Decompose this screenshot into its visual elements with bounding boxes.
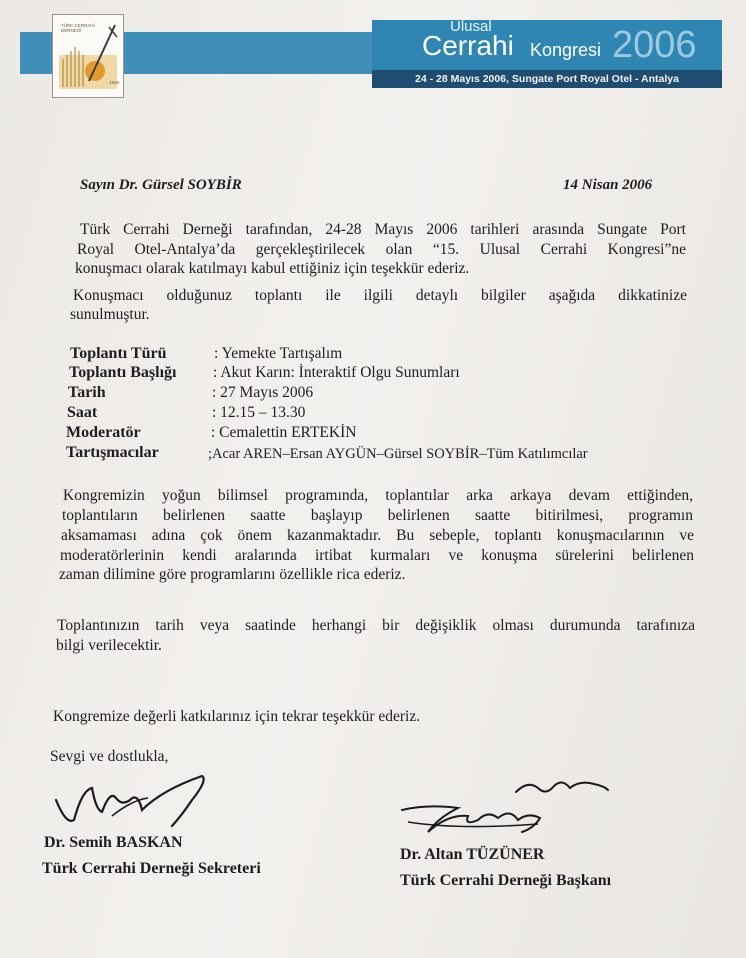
thanks-line: Kongremize değerli katkılarınız için tekrar teşekkür ederiz.: [53, 708, 421, 725]
detail-label: Tartışmacılar: [66, 444, 159, 461]
signatory-title: Türk Cerrahi Derneği Sekreteri: [42, 860, 261, 877]
paragraph-line: konuşmacı olarak katılmayı kabul ettiğiniz için teşekkür ederiz.: [75, 260, 470, 277]
paragraph-line: Toplantınızın tarih veya saatinde herhangi bir değişiklik olması durumunda tarafınıza: [57, 617, 695, 634]
congress-year: 2006: [612, 24, 697, 66]
detail-value: : Cemalettin ERTEKİN: [211, 424, 357, 441]
closing-line: Sevgi ve dostlukla,: [50, 748, 169, 765]
detail-value: : 27 Mayıs 2006: [212, 384, 314, 401]
detail-label: Toplantı Türü: [70, 345, 167, 362]
signatory-name: Dr. Altan TÜZÜNER: [400, 846, 545, 863]
paragraph-line: aksamaması adına çok önem kazanmaktadır. Bu sebeple, toplantı konuşmacılarının ve: [61, 527, 694, 544]
paragraph-line: bilgi verilecektir.: [56, 637, 162, 654]
detail-value: : Yemekte Tartışalım: [214, 345, 343, 362]
detail-label: Moderatör: [66, 424, 141, 441]
congress-title-small: Ulusal: [450, 18, 492, 35]
signature-right: [398, 774, 618, 844]
congress-title-sub: Kongresi: [530, 40, 602, 60]
signatory-name: Dr. Semih BASKAN: [44, 834, 183, 851]
paragraph-line: Konuşmacı olduğunuz toplantı ile ilgili detaylı bilgiler aşağıda dikkatinize: [73, 287, 687, 304]
detail-label: Saat: [67, 404, 98, 421]
paragraph-line: zaman dilimine göre programlarını özellikle rica ederiz.: [59, 566, 406, 583]
detail-value: ;Acar AREN–Ersan AYGÜN–Gürsel SOYBİR–Tüm Katılımcılar: [208, 446, 588, 462]
signatory-title: Türk Cerrahi Derneği Başkanı: [400, 872, 612, 889]
signature-left: [52, 770, 222, 840]
paragraph-line: Kongremizin yoğun bilimsel programında, toplantılar arka arkaya devam ettiğinden,: [63, 487, 693, 504]
detail-label: Tarih: [68, 384, 106, 401]
paragraph-line: sunulmuştur.: [70, 306, 150, 323]
letter-date: 14 Nisan 2006: [563, 177, 653, 193]
salutation: Sayın Dr. Gürsel SOYBİR: [80, 177, 242, 193]
detail-label: Toplantı Başlığı: [69, 364, 177, 381]
congress-subtitle: 24 - 28 Mayıs 2006, Sungate Port Royal Otel - Antalya: [372, 70, 722, 88]
paragraph-line: Türk Cerrahi Derneği tarafından, 24-28 Mayıs 2006 tarihleri arasında Sungate Port: [80, 221, 686, 238]
detail-value: : Akut Karın: İnteraktif Olgu Sunumları: [213, 364, 460, 381]
logo-text: TÜRK CERRAHİ DERNEĞİ: [61, 23, 95, 33]
paragraph-line: toplantıların belirlenen saatte başlayıp belirlenen saatte bitirilmesi, programın: [62, 507, 693, 524]
paragraph-line: moderatörlerinin kendi aralarında irtibat kurmaları ve konuşma sürelerini belirlenen: [60, 547, 694, 564]
society-logo: [52, 14, 124, 98]
detail-value: : 12.15 – 13.30: [212, 404, 306, 421]
paragraph-line: Royal Otel-Antalya’da gerçekleştirilecek olan “15. Ulusal Cerrahi Kongresi”ne: [77, 241, 686, 258]
congress-title-main: Cerrahi: [422, 30, 514, 61]
logo-year: 1929: [108, 80, 119, 85]
